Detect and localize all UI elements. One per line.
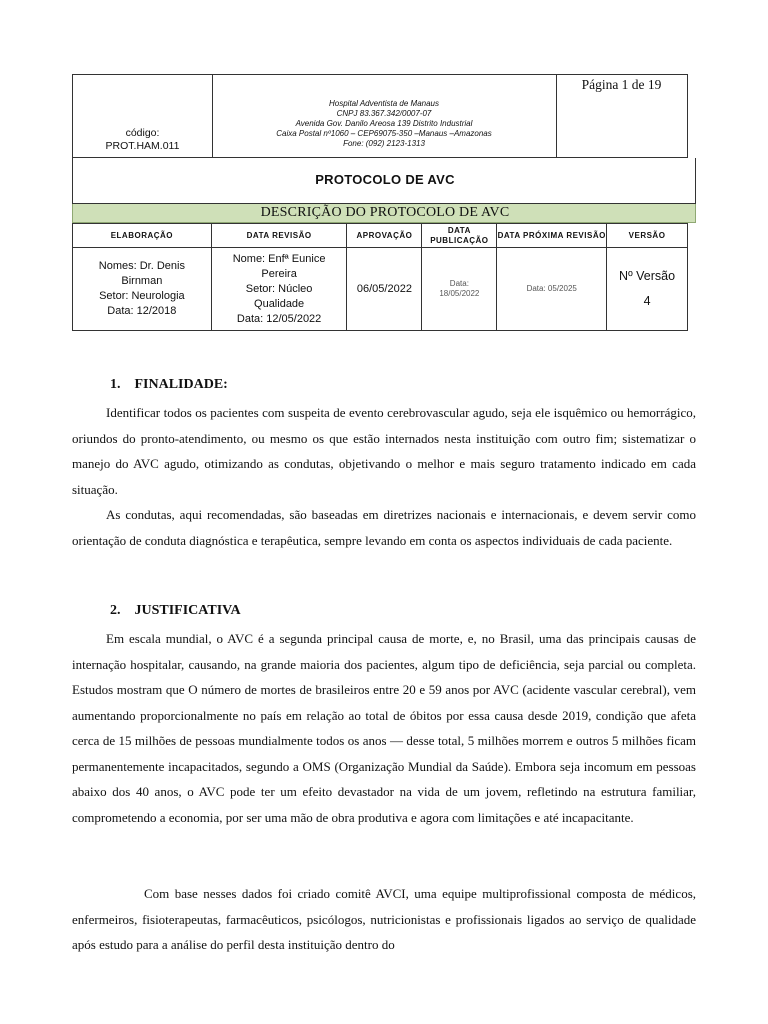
finalidade-paragraph-2 (72, 502, 696, 553)
justificativa-paragraph-2 (72, 881, 696, 958)
publicacao-line: 18/05/2022 (439, 289, 480, 298)
revisao-line: Pereira (261, 267, 297, 280)
elaboracao-line: Birnman (121, 275, 163, 287)
aprovacao-cell: 06/05/2022 (347, 248, 422, 331)
page-number: Página 1 de 19 (581, 77, 662, 92)
col-data-publicacao: DATA PUBLICAÇÃO (422, 224, 497, 248)
hospital-postal: Caixa Postal nº1060 – CEP69075-350 –Manaus –Amazonas (276, 129, 492, 138)
revision-table-header (73, 224, 688, 248)
col-data-revisao: DATA REVISÃO (211, 224, 347, 248)
hospital-address: Avenida Gov. Danilo Areosa 139 Distrito Industrial (295, 119, 473, 128)
versao-cell (607, 248, 688, 331)
hospital-cnpj: CNPJ 83.367.342/0007-07 (336, 109, 432, 118)
revision-table (72, 223, 688, 331)
code-value: PROT.HAM.011 (105, 140, 180, 152)
col-elaboracao: ELABORAÇÃO (73, 224, 212, 248)
section-finalidade-title: 1. FINALIDADE: (110, 377, 228, 392)
hospital-info-cell (212, 75, 557, 157)
revisao-line: Setor: Núcleo (245, 282, 313, 295)
finalidade-text-1: Identificar todos os pacientes com suspeita de evento cerebrovascular agudo, seja ele isquêmico ou hemorrágico, oriundos do pronto-atendimento, ou mesmo os que estão internados nesta instituição com outro fim; sistematizar o manejo do AVC agudo, otimizando as condutas, objetivando o melhor e mais seguro tratamento indicado em cada situação. (72, 405, 696, 497)
finalidade-paragraph-1 (72, 400, 696, 502)
protocol-title: PROTOCOLO DE AVC (315, 172, 455, 187)
protocol-title-row (72, 158, 696, 204)
elaboracao-line: Setor: Neurologia (99, 290, 185, 302)
elaboracao-line: Data: 12/2018 (107, 305, 177, 317)
finalidade-text-2: As condutas, aqui recomendadas, são baseadas em diretrizes nacionais e internacionais, e devem servir como orientação de conduta diagnóstica e terapêutica, sempre levando em conta os aspectos individuais de cada paciente. (72, 507, 696, 548)
protocol-subtitle: DESCRIÇÃO DO PROTOCOLO DE AVC (260, 205, 510, 220)
proxima-revisao-cell: Data: 05/2025 (497, 248, 607, 331)
code-label: código: (125, 127, 160, 139)
revision-table-row (73, 248, 688, 331)
col-data-proxima-revisao: DATA PRÓXIMA REVISÃO (497, 224, 607, 248)
justificativa-paragraph-1 (72, 626, 696, 830)
protocol-subtitle-row (72, 204, 696, 223)
publicacao-line: Data: (449, 279, 469, 288)
revisao-cell (211, 248, 347, 331)
page-number-cell (556, 75, 687, 157)
section-justificativa-title: 2. JUSTIFICATIVA (110, 603, 241, 618)
hospital-name: Hospital Adventista de Manaus (329, 99, 439, 108)
justificativa-text-2: Com base nesses dados foi criado comitê AVCI, uma equipe multiprofissional composta de médicos, enfermeiros, fisioterapeutas, farmacêuticos, psicólogos, nutricionistas e profissionais ligados ao serviço de qualidade após estudo para a análise do perfil desta instituição dentro do (72, 886, 696, 952)
revisao-line: Data: 12/05/2022 (236, 312, 322, 325)
versao-value: 4 (643, 294, 651, 308)
document-code-cell (73, 75, 213, 157)
versao-label: Nº Versão (619, 269, 676, 283)
hospital-phone: Fone: (092) 2123-1313 (343, 139, 425, 148)
revisao-line: Nome: Enfª Eunice (232, 252, 326, 265)
elaboracao-cell (73, 248, 212, 331)
elaboracao-line: Nomes: Dr. Denis (98, 260, 185, 272)
justificativa-text-1: Em escala mundial, o AVC é a segunda principal causa de morte, e, no Brasil, uma das principais causas de internação hospitalar, causando, na grande maioria dos pacientes, algum tipo de deficiência, seja parcial ou completa. Estudos mostram que O número de mortes de brasileiros entre 20 e 59 anos por AVC (acidente vascular cerebral), vem aumentando proporcionalmente no país em relação ao total de óbitos por essa causa desde 2019, condição que afeta cerca de 15 milhões de pessoas mundialmente todos os anos — desse total, 5 milhões morrem e outros 5 milhões ficam permanentemente incapacitados, segundo a OMS (Organização Mundial da Saúde). Embora seja incomum em pessoas abaixo dos 40 anos, o AVC pode ter um efeito devastador na vida de um jovem, refletindo na estrutura familiar, comprometendo a economia, por ser uma mão de obra produtiva e agora com limitações e até incapacitante. (72, 631, 696, 825)
document-header (72, 74, 696, 325)
col-versao: VERSÃO (607, 224, 688, 248)
publicacao-cell (422, 248, 497, 331)
revisao-line: Qualidade (254, 297, 305, 310)
col-aprovacao: APROVAÇÃO (347, 224, 422, 248)
header-info-row (72, 74, 688, 158)
